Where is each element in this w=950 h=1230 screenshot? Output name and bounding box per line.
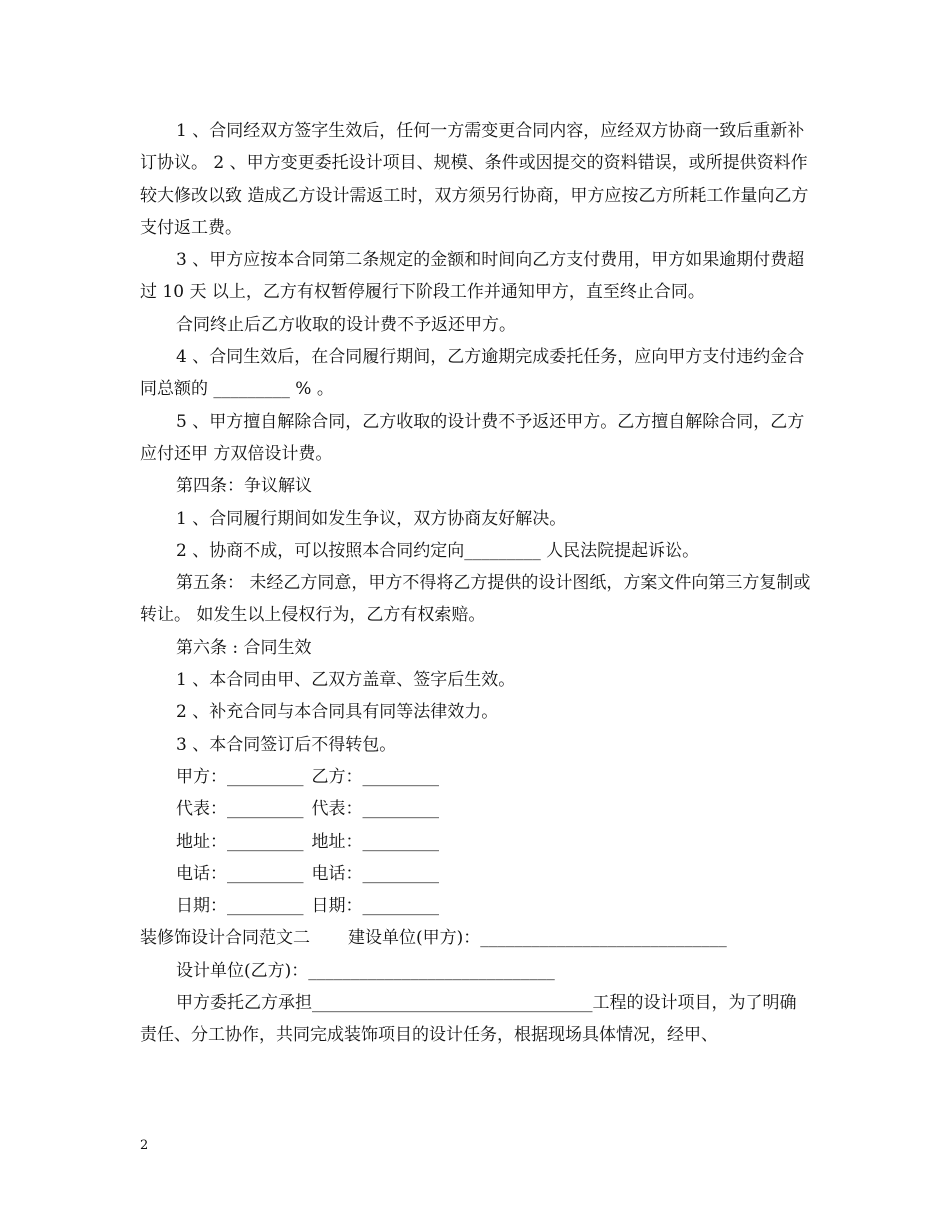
signature-row: [140, 890, 812, 922]
section2-heading-row: [140, 922, 812, 954]
article-paragraph: 第五条： 未经乙方同意，甲方不得将乙方提供的设计图纸，方案文件向第三方复制或转让。 如发生以上侵权行为，乙方有权索赔。: [140, 573, 811, 626]
clause-paragraph: 1 、合同履行期间如发生争议，双方协商友好解决。: [176, 508, 567, 529]
party-a-field: 代表：_________: [176, 799, 304, 820]
party-b-field: 代表：_________: [311, 799, 439, 820]
document-body: [140, 115, 812, 1052]
party-a-field: 甲方：_________: [176, 766, 304, 787]
signature-row: [140, 761, 812, 793]
signature-row: [140, 793, 812, 825]
clause-paragraph: 3 、甲方应按本合同第二条规定的金额和时间向乙方支付费用，甲方如果逾期付费超过 10 天 以上，乙方有权暂停履行下阶段工作并通知甲方，直至终止合同。: [140, 250, 805, 303]
signature-row: [140, 858, 812, 890]
designer-field: 设计单位(乙方)：_____________________________: [176, 960, 555, 981]
party-b-field: 日期：_________: [311, 896, 439, 917]
signature-block: [140, 761, 812, 922]
party-a-field: 地址：_________: [176, 831, 304, 852]
clause-paragraph: 4 、合同生效后，在合同履行期间，乙方逾期完成委托任务，应向甲方支付违约金合同总额的 _________ % 。: [140, 347, 805, 400]
clause-paragraph: 2 、协商不成，可以按照本合同约定向_________ 人民法院提起诉讼。: [176, 540, 700, 561]
article-heading: 第四条：争议解议: [176, 476, 312, 497]
builder-field: 建设单位(甲方)：_____________________________: [348, 928, 727, 949]
clause-paragraph: 合同终止后乙方收取的设计费不予返还甲方。: [176, 314, 516, 335]
party-b-field: 电话：_________: [311, 863, 439, 884]
page-number: 2: [140, 1138, 149, 1153]
clause-paragraph: 5 、甲方擅自解除合同，乙方收取的设计费不予返还甲方。乙方擅自解除合同，乙方应付还甲 方双倍设计费。: [140, 411, 805, 464]
article-heading: 第六条 : 合同生效: [176, 637, 312, 658]
party-a-field: 电话：_________: [176, 863, 304, 884]
section2-intro: 甲方委托乙方承担_________________________________工程的设计项目，为了明确责任、分工协作，共同完成装饰项目的设计任务，根据现场具体情况，经甲、: [140, 993, 797, 1046]
section2-title: 装修饰设计合同范文二: [140, 928, 310, 949]
signature-row: [140, 826, 812, 858]
clause-paragraph: 1 、合同经双方签字生效后，任何一方需变更合同内容，应经双方协商一致后重新补订协议。 2 、甲方变更委托设计项目、规模、条件或因提交的资料错误，或所提供资料作较大修改以致 造成乙方设计需返工时，双方须另行协商，甲方应按乙方所耗工作量向乙方支付返工费。: [140, 121, 809, 238]
clause-paragraph: 1 、本合同由甲、乙双方盖章、签字后生效。: [176, 670, 516, 691]
party-b-field: 乙方：_________: [311, 766, 439, 787]
clause-paragraph: 3 、本合同签订后不得转包。: [176, 734, 397, 755]
clause-paragraph: 2 、补充合同与本合同具有同等法律效力。: [176, 702, 499, 723]
party-a-field: 日期：_________: [176, 896, 304, 917]
party-b-field: 地址：_________: [311, 831, 439, 852]
